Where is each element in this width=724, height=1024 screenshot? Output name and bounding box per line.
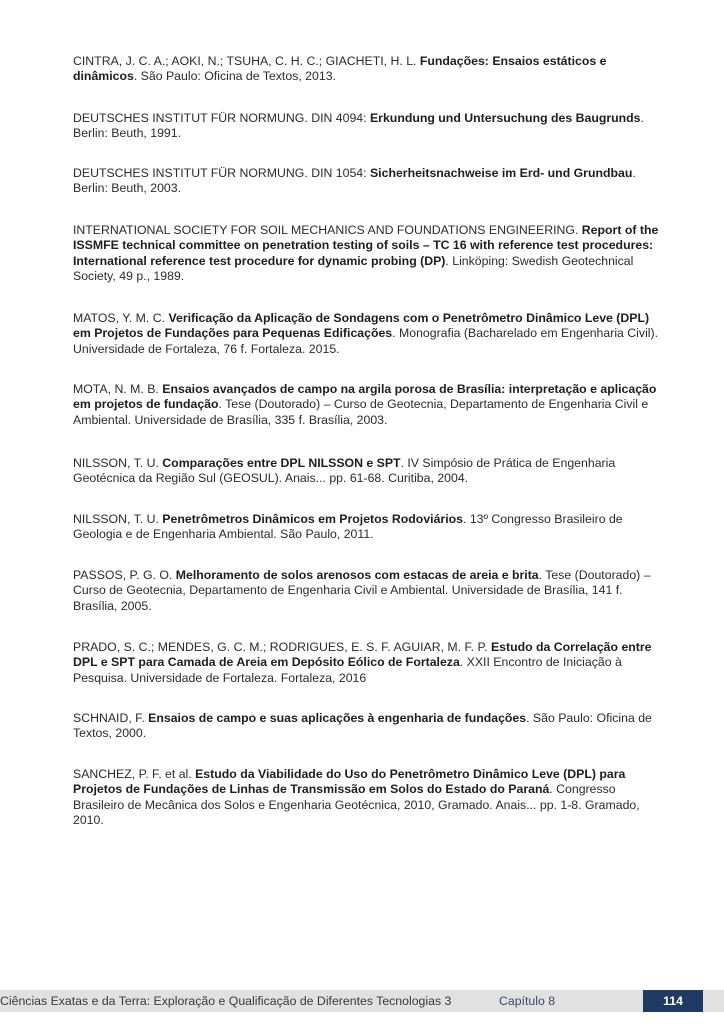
reference-entry	[73, 568, 663, 614]
reference-entry	[73, 54, 663, 85]
reference-entry	[73, 111, 663, 142]
page-footer	[0, 990, 724, 1012]
reference-details: . Berlin: Beuth, 2003.	[73, 166, 636, 196]
reference-entry	[73, 767, 663, 829]
reference-title: Sicherheitsnachweise im Erd- und Grundbau	[369, 166, 633, 180]
reference-title: Penetrômetros Dinâmicos em Projetos Rodoviários	[162, 512, 463, 526]
reference-details: . São Paulo: Oficina de Textos, 2000.	[73, 711, 652, 741]
reference-authors: SCHNAID, F.	[73, 711, 149, 725]
reference-title: Comparações entre DPL NILSSON e SPT	[162, 456, 401, 470]
reference-title: Ensaios de campo e suas aplicações à engenharia de fundações	[148, 711, 527, 725]
reference-authors: PASSOS, P. G. O.	[73, 568, 176, 582]
book-series-title: Ciências Exatas e da Terra: Exploração e Qualificação de Diferentes Tecnologias 3	[0, 994, 452, 1008]
reference-details: . Tese (Doutorado) – Curso de Geotecnia, Departamento de Engenharia Civil e Ambiental. Universidade de Brasília, 141 f. Brasília, 2005.	[73, 568, 651, 613]
reference-entry	[73, 382, 663, 428]
reference-entry	[73, 456, 663, 487]
reference-details: . Monografia (Bacharelado em Engenharia Civil). Universidade de Fortaleza, 76 f. Fortaleza. 2015.	[73, 326, 659, 356]
reference-details: . Linköping: Swedish Geotechnical Society, 49 p., 1989.	[73, 253, 634, 284]
reference-entry	[73, 223, 663, 285]
reference-authors: INTERNATIONAL SOCIETY FOR SOIL MECHANICS AND FOUNDATIONS ENGINEERING.	[73, 223, 582, 237]
reference-entry	[73, 640, 663, 686]
reference-title: Estudo da Viabilidade do Uso do Penetrômetro Dinâmico Leve (DPL) para Projetos de Fundações de Linhas de Transmissão em Solos do Estado do Paraná	[73, 767, 626, 797]
reference-title: Verificação da Aplicação de Sondagens com o Penetrômetro Dinâmico Leve (DPL) em Projetos de Fundações para Pequenas Edificações	[73, 311, 650, 341]
reference-title: Fundações: Ensaios estáticos e dinâmicos	[73, 54, 607, 84]
reference-details: . São Paulo: Oficina de Textos, 2013.	[133, 69, 336, 84]
reference-details: . 13º Congresso Brasileiro de Geologia e de Engenharia Ambiental. São Paulo, 2011.	[73, 512, 623, 542]
reference-authors: NILSSON, T. U.	[73, 456, 163, 470]
reference-entry	[73, 512, 663, 543]
reference-authors: PRADO, S. C.; MENDES, G. C. M.; RODRIGUES, E. S. F. AGUIAR, M. F. P.	[73, 640, 491, 654]
reference-title: Estudo da Correlação entre DPL e SPT para Camada de Areia em Depósito Eólico de Fortaleza	[73, 640, 652, 670]
reference-title: Report of the ISSMFE technical committee on penetration testing of soils – TC 16 with reference test procedures: International reference test procedure for dynamic probing (DP)	[73, 223, 659, 268]
reference-entry	[73, 166, 663, 197]
reference-authors: DEUTSCHES INSTITUT FÜR NORMUNG. DIN 4094:	[73, 111, 370, 125]
reference-authors: DEUTSCHES INSTITUT FÜR NORMUNG. DIN 1054:	[73, 166, 370, 180]
reference-title: Melhoramento de solos arenosos com estacas de areia e brita	[175, 568, 539, 582]
reference-details: . IV Simpósio de Prática de Engenharia Geotécnica da Região Sul (GEOSUL). Anais... pp. 61-68. Curitiba, 2004.	[73, 456, 616, 486]
reference-details: . Tese (Doutorado) – Curso de Geotecnia, Departamento de Engenharia Civil e Ambiental. Universidade de Brasília, 335 f. Brasília, 2003.	[73, 397, 649, 427]
reference-authors: SANCHEZ, P. F. et al.	[73, 767, 196, 781]
reference-details: . Congresso Brasileiro de Mecânica dos Solos e Engenharia Geotécnica, 2010, Gramado. Anais... pp. 1-8. Gramado, 2010.	[73, 782, 640, 828]
reference-authors: NILSSON, T. U.	[73, 512, 163, 526]
chapter-label: Capítulo 8	[499, 994, 556, 1008]
page-number: 114	[643, 990, 703, 1012]
reference-authors: MATOS, Y. M. C.	[73, 311, 169, 325]
reference-entry	[73, 311, 663, 357]
reference-authors: CINTRA, J. C. A.; AOKI, N.; TSUHA, C. H. C.; GIACHETI, H. L.	[73, 54, 420, 68]
reference-authors: MOTA, N. M. B.	[73, 382, 163, 396]
reference-details: . XXII Encontro de Iniciação à Pesquisa. Universidade de Fortaleza. Fortaleza, 2016	[73, 655, 622, 685]
reference-entry	[73, 711, 663, 742]
reference-title: Erkundung und Untersuchung des Baugrunds	[369, 111, 641, 125]
reference-title: Ensaios avançados de campo na argila porosa de Brasília: interpretação e aplicação em projetos de fundação	[73, 382, 657, 412]
reference-details: . Berlin: Beuth, 1991.	[73, 111, 644, 141]
